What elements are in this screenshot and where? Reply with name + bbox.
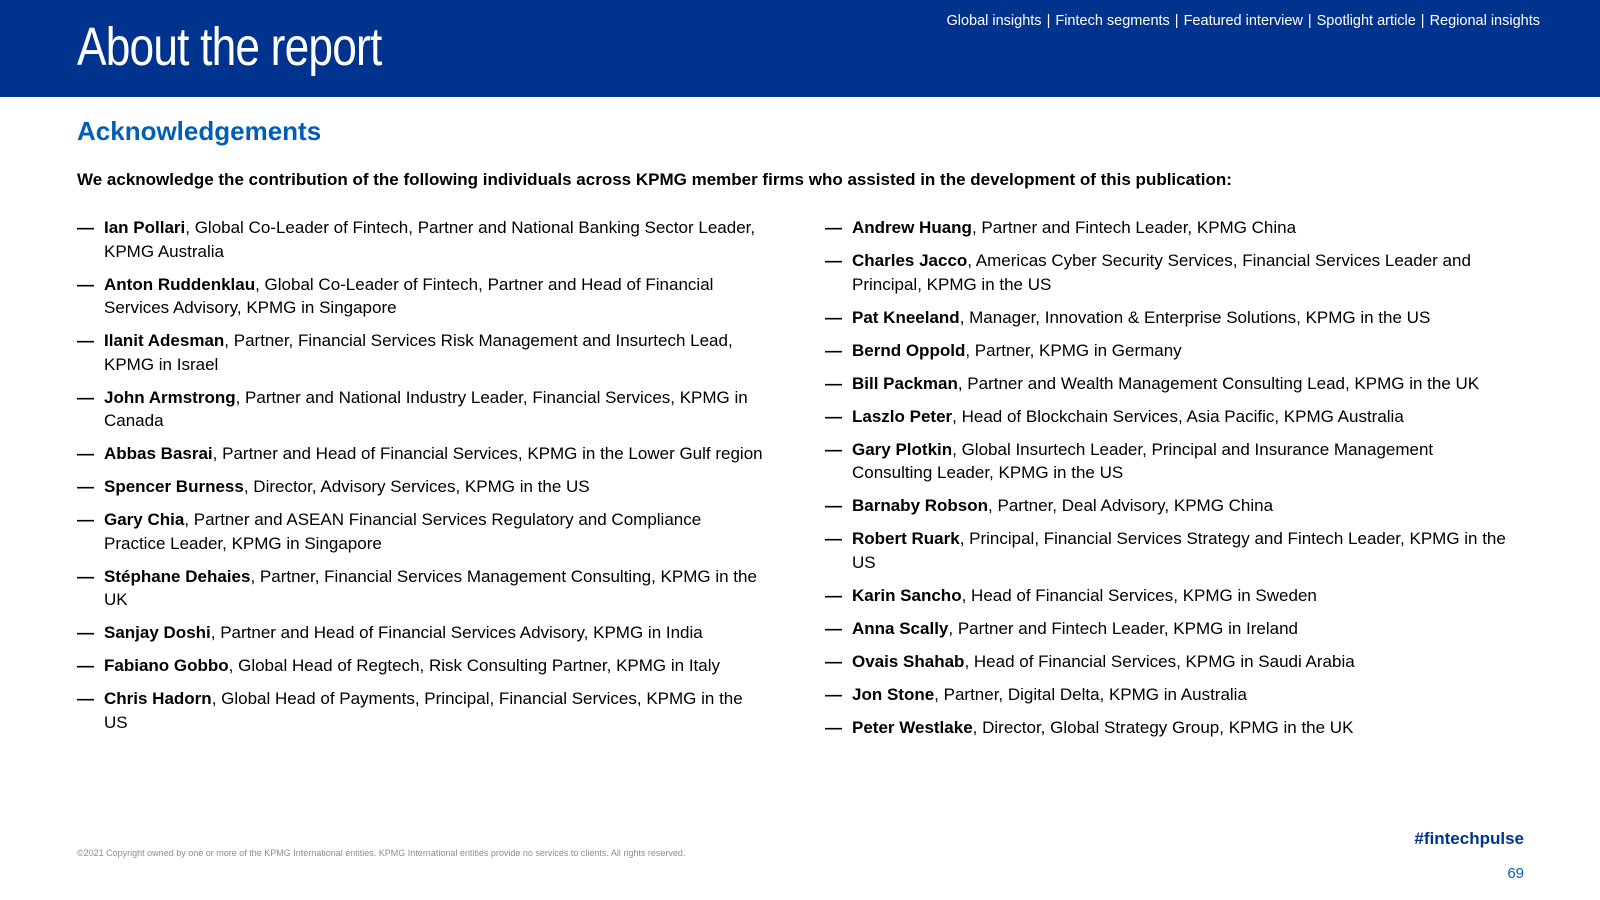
list-item: [77, 621, 767, 645]
nav-separator: |: [1420, 13, 1425, 29]
dash-bullet: —: [77, 274, 94, 294]
person-name: Stéphane Dehaies: [104, 566, 251, 586]
person-name: John Armstrong: [104, 387, 236, 407]
person-name: Bernd Oppold: [852, 340, 966, 360]
list-item: [825, 405, 1515, 429]
person-role: , Partner and Fintech Leader, KPMG in Ireland: [948, 618, 1299, 638]
dash-bullet: —: [825, 529, 842, 548]
dash-bullet: —: [825, 684, 842, 704]
dash-bullet: —: [77, 689, 94, 708]
person-name: Abbas Basrai: [104, 444, 213, 463]
list-item: [77, 442, 767, 466]
person-name: Fabiano Gobbo: [104, 656, 229, 675]
nav-spotlight-article[interactable]: Spotlight article: [1316, 13, 1416, 29]
person-role: , Partner, Financial Services Risk Management and Insurtech Lead, KPMG in Israel: [104, 331, 733, 374]
list-item: [77, 654, 767, 678]
hashtag-label[interactable]: #fintechpulse: [1414, 829, 1524, 848]
person-name: Anna Scally: [852, 618, 949, 638]
list-item: [825, 584, 1515, 608]
dash-bullet: —: [825, 651, 842, 671]
list-item: [825, 617, 1515, 641]
person-role: , Director, Global Strategy Group, KPMG in the UK: [972, 717, 1354, 737]
list-item: [77, 216, 767, 263]
list-item: [77, 475, 767, 499]
person-role: , Partner and National Industry Leader, Financial Services, KPMG in Canada: [104, 387, 748, 430]
list-item: [77, 386, 767, 433]
person-role: , Partner, Digital Delta, KPMG in Australia: [934, 684, 1247, 704]
dash-bullet: —: [77, 387, 94, 407]
person-name: Ilanit Adesman: [104, 331, 225, 350]
dash-bullet: —: [825, 340, 842, 360]
dash-bullet: —: [77, 218, 94, 237]
person-role: , Global Head of Regtech, Risk Consulting Partner, KPMG in Italy: [228, 656, 720, 675]
list-item: [825, 339, 1515, 363]
person-role: , Director, Advisory Services, KPMG in the US: [243, 477, 590, 496]
top-navigation: [946, 13, 1540, 29]
list-item: [825, 716, 1515, 740]
person-name: Karin Sancho: [852, 585, 962, 605]
person-role: , Global Co-Leader of Fintech, Partner and Head of Financial Services Advisory, KPMG in Singapore: [104, 274, 714, 317]
nav-featured-interview[interactable]: Featured interview: [1183, 13, 1303, 29]
person-role: , Head of Financial Services, KPMG in Saudi Arabia: [964, 651, 1355, 671]
list-item: [825, 494, 1515, 518]
person-name: Ovais Shahab: [852, 651, 965, 671]
section-heading: Acknowledgements: [77, 116, 322, 146]
nav-global-insights[interactable]: Global insights: [946, 13, 1042, 29]
person-name: Laszlo Peter: [852, 406, 953, 426]
page-title: About the report: [77, 17, 382, 77]
list-item: [825, 438, 1515, 485]
dash-bullet: —: [77, 656, 94, 675]
person-role: , Partner and Head of Financial Services, KPMG in the Lower Gulf region: [212, 444, 763, 463]
person-role: , Global Insurtech Leader, Principal and Insurance Management Consulting Leader, KPMG in the US: [852, 439, 1434, 482]
person-role: , Global Head of Payments, Principal, Financial Services, KPMG in the US: [104, 689, 743, 732]
header-banner: [0, 0, 1600, 97]
person-role: , Americas Cyber Security Services, Financial Services Leader and Principal, KPMG in the US: [852, 251, 1471, 294]
person-name: Gary Plotkin: [852, 439, 953, 459]
person-name: Sanjay Doshi: [104, 623, 211, 642]
nav-fintech-segments[interactable]: Fintech segments: [1055, 13, 1170, 29]
person-name: Charles Jacco: [852, 251, 968, 270]
nav-separator: |: [1307, 13, 1312, 29]
person-role: , Head of Blockchain Services, Asia Pacific, KPMG Australia: [952, 406, 1404, 426]
person-role: , Manager, Innovation & Enterprise Solutions, KPMG in the US: [959, 307, 1431, 327]
list-item: [825, 306, 1515, 330]
person-name: Andrew Huang: [852, 218, 972, 237]
person-name: Barnaby Robson: [852, 496, 989, 515]
person-role: , Partner and ASEAN Financial Services Regulatory and Compliance Practice Leader, KPMG in Singapore: [104, 510, 702, 553]
intro-text: We acknowledge the contribution of the following individuals across KPMG member firms who assisted in the development of this publication:: [77, 170, 1232, 189]
dash-bullet: —: [77, 477, 94, 496]
acknowledgements-right-column: [825, 216, 1515, 749]
dash-bullet: —: [825, 618, 842, 638]
dash-bullet: —: [825, 218, 842, 237]
copyright-notice: ©2021 Copyright owned by one or more of the KPMG International entities. KPMG International entities provide no services to clients. All rights reserved.: [77, 848, 686, 858]
list-item: [825, 650, 1515, 674]
person-role: , Principal, Financial Services Strategy and Fintech Leader, KPMG in the US: [852, 529, 1506, 572]
person-role: , Partner and Wealth Management Consulting Lead, KPMG in the UK: [957, 373, 1480, 393]
list-item: [825, 683, 1515, 707]
dash-bullet: —: [825, 585, 842, 605]
list-item: [825, 372, 1515, 396]
list-item: [825, 249, 1515, 296]
person-name: Robert Ruark: [852, 529, 960, 548]
dash-bullet: —: [77, 566, 94, 586]
list-item: [77, 508, 767, 555]
person-name: Gary Chia: [104, 510, 185, 529]
person-name: Anton Ruddenklau: [104, 274, 256, 294]
nav-separator: |: [1046, 13, 1051, 29]
dash-bullet: —: [825, 251, 842, 270]
person-role: , Partner, Financial Services Management Consulting, KPMG in the UK: [104, 566, 757, 609]
dash-bullet: —: [825, 717, 842, 737]
list-item: [77, 687, 767, 734]
dash-bullet: —: [825, 373, 842, 393]
person-role: , Partner and Fintech Leader, KPMG China: [971, 218, 1297, 237]
person-role: , Partner and Head of Financial Services Advisory, KPMG in India: [210, 623, 703, 642]
person-role: , Partner, KPMG in Germany: [965, 340, 1182, 360]
person-role: , Global Co-Leader of Fintech, Partner and National Banking Sector Leader, KPMG Australia: [104, 218, 756, 261]
dash-bullet: —: [825, 406, 842, 426]
dash-bullet: —: [77, 623, 94, 642]
list-item: [825, 527, 1515, 574]
dash-bullet: —: [77, 331, 94, 350]
nav-regional-insights[interactable]: Regional insights: [1429, 13, 1540, 29]
person-name: Pat Kneeland: [852, 307, 960, 327]
dash-bullet: —: [77, 510, 94, 529]
list-item: [825, 216, 1515, 240]
dash-bullet: —: [825, 439, 842, 459]
list-item: [77, 273, 767, 320]
dash-bullet: —: [825, 307, 842, 327]
page-number: 69: [1507, 865, 1524, 882]
person-role: , Partner, Deal Advisory, KPMG China: [988, 496, 1274, 515]
dash-bullet: —: [825, 496, 842, 515]
person-name: Spencer Burness: [104, 477, 244, 496]
list-item: [77, 565, 767, 612]
list-item: [77, 329, 767, 376]
acknowledgements-left-column: [77, 216, 767, 744]
person-name: Chris Hadorn: [104, 689, 212, 708]
nav-separator: |: [1174, 13, 1179, 29]
dash-bullet: —: [77, 444, 94, 463]
person-name: Ian Pollari: [104, 218, 186, 237]
person-name: Peter Westlake: [852, 717, 973, 737]
person-role: , Head of Financial Services, KPMG in Sweden: [961, 585, 1317, 605]
person-name: Jon Stone: [852, 684, 935, 704]
person-name: Bill Packman: [852, 373, 958, 393]
